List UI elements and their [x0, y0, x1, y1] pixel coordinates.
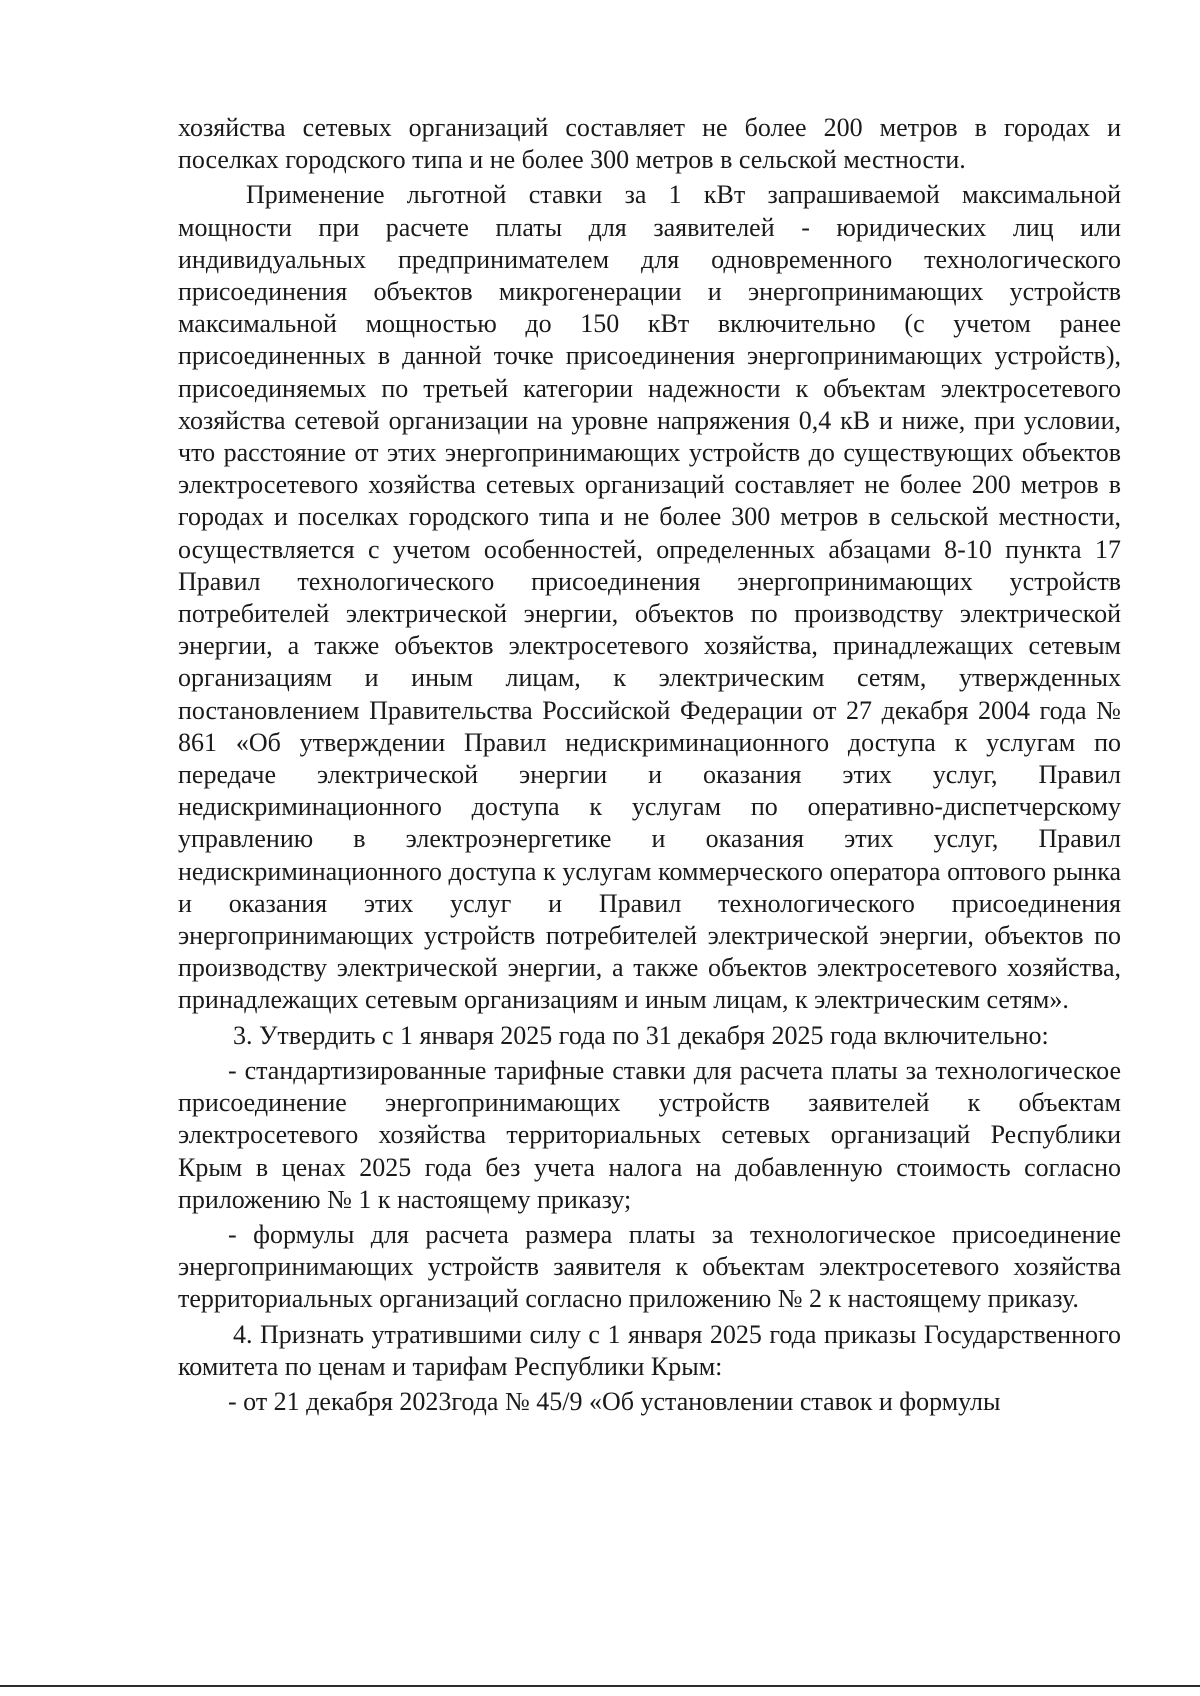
list-item-standard-rates: - стандартизированные тарифные ставки для расчета платы за технологическое присоединение энергопринимающих устройств заявителей к объектам электросетевого хозяйства территориальных сетевых организаций Республики Крым в ценах 2025 года без учета налога на добавленную стоимость согласно приложению № 1 к настоящему приказу; — [178, 1055, 1121, 1214]
list-item-formulas: - формулы для расчета размера платы за технологическое присоединение энергопринимающих устройств заявителя к объектам электросетевого хозяйства территориальных организаций согласно приложению № 2 к настоящему приказу. — [178, 1219, 1121, 1314]
document-body — [178, 112, 1121, 1421]
paragraph-item-4: 4. Признать утратившими силу с 1 января 2025 года приказы Государственного комитета по ценам и тарифам Республики Крым: — [178, 1319, 1121, 1381]
paragraph-continuation: хозяйства сетевых организаций составляет не более 200 метров в городах и поселках городского типа и не более 300 метров в сельской местности. — [178, 113, 1121, 175]
page-bottom-divider — [0, 1685, 1200, 1687]
paragraph-preferential-rate: Применение льготной ставки за 1 кВт запрашиваемой максимальной мощности при расчете платы для заявителей - юридических лиц или индивидуальных предпринимателем для одновременного технологического присоединения объектов микрогенерации и энергопринимающих устройств максимальной мощностью до 150 кВт включительно (с учетом ранее присоединенных в данной точке присоединения энергопринимающих устройств), присоединяемых по третьей категории надежности к объектам электросетевого хозяйства сетевой организации на уровне напряжения 0,4 кВ и ниже, при условии, что расстояние от этих энергопринимающих устройств до существующих объектов электросетевого хозяйства сетевых организаций составляет не более 200 метров в городах и поселках городского типа и не более 300 метров в сельской местности, осуществляется с учетом особенностей, определенных абзацами 8-10 пункта 17 Правил технологического присоединения энергопринимающих устройств потребителей электрической энергии, объектов по производству электрической энергии, а также объектов электросетевого хозяйства, принадлежащих сетевым организациям и иным лицам, к электрическим сетям, утвержденных постановлением Правительства Российской Федерации от 27 декабря 2004 года № 861 «Об утверждении Правил недискриминационного доступа к услугам по передаче электрической энергии и оказания этих услуг, Правил недискриминационного доступа к услугам по оперативно-диспетчерскому управлению в электроэнергетике и оказания этих услуг, Правил недискриминационного доступа к услугам коммерческого оператора оптового рынка и оказания этих услуг и Правил технологического присоединения энергопринимающих устройств потребителей электрической энергии, объектов по производству электрической энергии, а также объектов электросетевого хозяйства, принадлежащих сетевым организациям и иным лицам, к электрическим сетям». — [178, 180, 1121, 1015]
paragraph-item-3: 3. Утвердить с 1 января 2025 года по 31 декабря 2025 года включительно: — [233, 1020, 1049, 1050]
list-item-order-45-9: - от 21 декабря 2023года № 45/9 «Об установлении ставок и формулы — [228, 1386, 1001, 1416]
